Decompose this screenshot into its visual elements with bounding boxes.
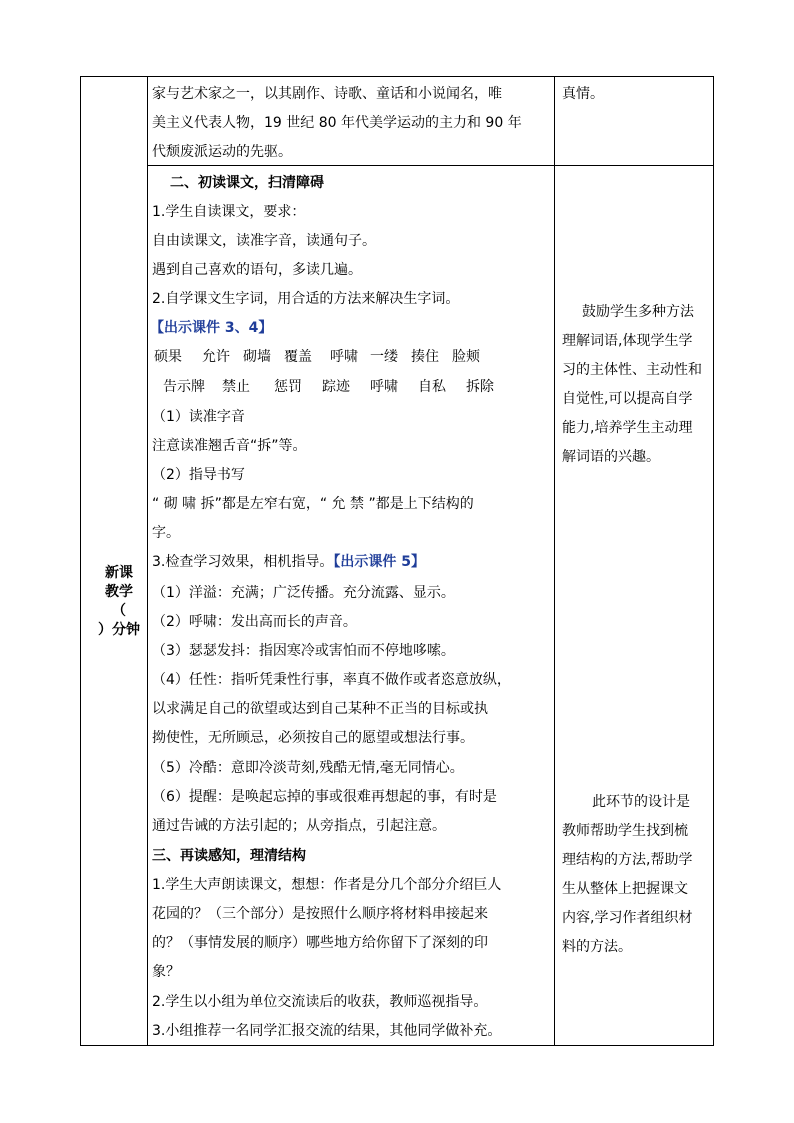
design-note-1: 鼓励学生多种方法 理解词语,体现学生学 习的主体性、主动性和 自觉性,可以提高自学 能力,培养学生主动理 解词语的兴趣。 <box>562 304 702 465</box>
section-3-line: 2.学生以小组为单位交流读后的收获，教师巡视指导。 <box>152 994 488 1010</box>
vocab-word: 惩罚 <box>274 379 302 395</box>
section-3-title: 三、再读感知，理清结构 <box>152 848 306 864</box>
definition: （2）呼啸：发出高而长的声音。 <box>152 614 357 630</box>
section-3-line: 花园的？（三个部分）是按照什么顺序将材料串接起来 <box>152 906 488 922</box>
requirement-1: 自由读课文，读准字音，读通句子。 <box>152 233 376 249</box>
column-divider-2 <box>554 77 555 1045</box>
show-ppt-5: 【出示课件 5】 <box>333 554 425 570</box>
vocab-word: 一缕 <box>370 349 398 365</box>
column-divider-1 <box>147 77 148 1045</box>
vocab-word: 砌墙 <box>243 349 271 365</box>
step-2: 2.自学课文生字词，用合适的方法来解决生字词。 <box>152 291 460 307</box>
vocab-word: 禁止 <box>222 379 250 395</box>
definition: （4）任性：指听凭秉性行事，率真不做作或者恣意放纵， <box>152 672 511 688</box>
definition: （3）瑟瑟发抖：指因寒冷或害怕而不停地哆嗦。 <box>152 643 455 659</box>
vocab-word: 自私 <box>418 379 446 395</box>
section-3-line: 的？（事情发展的顺序）哪些地方给你留下了深刻的印 <box>152 935 488 951</box>
step-3: 3.检查学习效果，相机指导。【出示课件 5】 <box>152 554 425 570</box>
requirement-2: 遇到自己喜欢的语句，多读几遍。 <box>152 262 362 278</box>
vocab-word: 脸颊 <box>452 349 480 365</box>
definition: 通过告诫的方法引起的；从旁指点，引起注意。 <box>152 818 446 834</box>
definition: （6）提醒：是唤起忘掉的事或很难再想起的事，有时是 <box>152 789 497 805</box>
section-3-line: 3.小组推荐一名同学汇报交流的结果，其他同学做补充。 <box>152 1023 502 1039</box>
vocab-word: 允许 <box>202 349 230 365</box>
read-title: （1）读准字音 <box>152 409 245 425</box>
vocab-word: 告示牌 <box>163 379 205 395</box>
vocab-word: 呼啸 <box>330 349 358 365</box>
write-note: “ 砌 啸 拆”都是左窄右宽，“ 允 禁 ”都是上下结构的 <box>152 496 474 512</box>
vocab-word: 覆盖 <box>284 349 312 365</box>
write-title: （2）指导书写 <box>152 467 245 483</box>
definition: （5）冷酷：意即冷淡苛刻,残酷无情,毫无同情心。 <box>152 760 464 776</box>
read-note: 注意读准翘舌音“拆”等。 <box>152 438 307 454</box>
design-note-2: 此环节的设计是 教师帮助学生找到梳 理结构的方法,帮助学 生从整体上把握课文 内容,学习作者组织材 料的方法。 <box>562 794 693 955</box>
continuation-line: 美主义代表人物，19 世纪 80 年代美学运动的主力和 90 年 <box>152 115 522 131</box>
continuation-note: 真情。 <box>562 86 604 102</box>
section-3-line: 象？ <box>152 964 180 980</box>
definition: 拗使性，无所顾忌，必须按自己的愿望或想法行事。 <box>152 730 474 746</box>
definition: （1）洋溢：充满；广泛传播。充分流露、显示。 <box>152 585 455 601</box>
section-3-line: 1.学生大声朗读课文，想想：作者是分几个部分介绍巨人 <box>152 877 502 893</box>
step-1: 1.学生自读课文，要求： <box>152 204 306 220</box>
continuation-line: 代颓废派运动的先驱。 <box>152 144 292 160</box>
vocab-word: 硕果 <box>154 349 182 365</box>
vocab-word: 呼啸 <box>370 379 398 395</box>
vocab-word: 拆除 <box>466 379 494 395</box>
vocab-word: 踪迹 <box>322 379 350 395</box>
write-note: 字。 <box>152 525 180 541</box>
vocab-word: 揍住 <box>411 349 439 365</box>
show-ppt-3-4: 【出示课件 3、4】 <box>150 320 273 336</box>
row-divider <box>147 165 713 166</box>
section-label: 新课 教学 （ ）分钟 <box>98 565 140 638</box>
continuation-line: 家与艺术家之一，以其剧作、诗歌、童话和小说闻名，唯 <box>152 86 502 102</box>
section-2-title: 二、初读课文，扫清障碍 <box>170 175 324 191</box>
definition: 以求满足自己的欲望或达到自己某种不正当的目标或执 <box>152 701 488 717</box>
